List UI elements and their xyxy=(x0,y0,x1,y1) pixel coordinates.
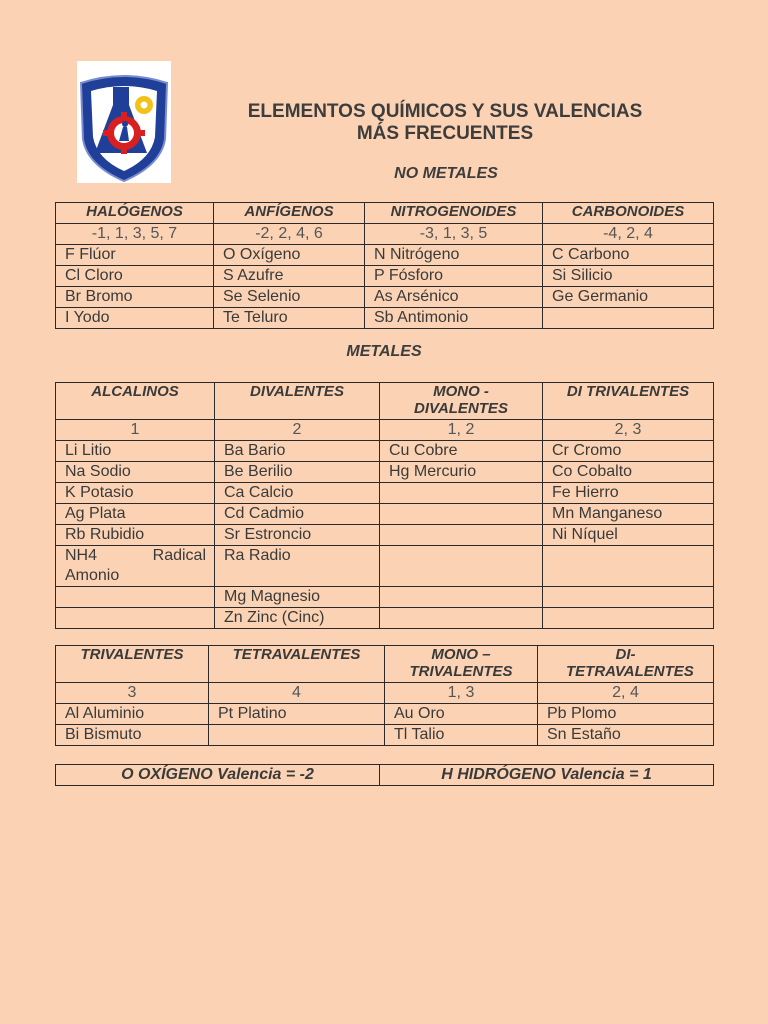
element-cell: Au Oro xyxy=(385,704,538,725)
element-cell: Sb Antimonio xyxy=(365,308,543,329)
chemistry-shield-logo-icon xyxy=(77,61,171,183)
header-mono-trivalentes: MONO – TRIVALENTES xyxy=(385,646,538,683)
header-divalentes: DIVALENTES xyxy=(215,383,380,420)
element-cell xyxy=(380,546,543,587)
valence-cell: 2 xyxy=(215,420,380,441)
table-row xyxy=(56,441,714,462)
header-alcalinos: ALCALINOS xyxy=(56,383,215,420)
element-cell: Te Teluro xyxy=(214,308,365,329)
oxygen-valence: O OXÍGENO Valencia = -2 xyxy=(56,765,380,786)
element-cell: O Oxígeno xyxy=(214,245,365,266)
element-cell: Pt Platino xyxy=(209,704,385,725)
element-cell: Si Silicio xyxy=(543,266,714,287)
element-cell xyxy=(56,608,215,629)
valence-row xyxy=(56,683,714,704)
page-title-line1: ELEMENTOS QUÍMICOS Y SUS VALENCIAS xyxy=(247,101,643,122)
element-cell xyxy=(380,525,543,546)
valence-cell: 2, 3 xyxy=(543,420,714,441)
element-cell xyxy=(543,546,714,587)
element-cell xyxy=(56,587,215,608)
element-cell: Pb Plomo xyxy=(538,704,714,725)
header-nitrogenoides: NITROGENOIDES xyxy=(365,203,543,224)
header-anfigenos: ANFÍGENOS xyxy=(214,203,365,224)
valence-cell: -3, 1, 3, 5 xyxy=(365,224,543,245)
element-cell: Al Aluminio xyxy=(56,704,209,725)
element-cell: C Carbono xyxy=(543,245,714,266)
valence-cell: -4, 2, 4 xyxy=(543,224,714,245)
element-cell: Hg Mercurio xyxy=(380,462,543,483)
element-cell: Ni Níquel xyxy=(543,525,714,546)
element-cell: Ra Radio xyxy=(215,546,380,587)
element-cell xyxy=(543,587,714,608)
element-cell: Sr Estroncio xyxy=(215,525,380,546)
valence-row xyxy=(56,224,714,245)
valence-cell: 1 xyxy=(56,420,215,441)
hydrogen-valence: H HIDRÓGENO Valencia = 1 xyxy=(380,765,714,786)
element-cell: As Arsénico xyxy=(365,287,543,308)
element-cell: Cl Cloro xyxy=(56,266,214,287)
amonio-symbol: NH4 xyxy=(65,547,98,564)
header-trivalentes: TRIVALENTES xyxy=(56,646,209,683)
valence-cell: -2, 2, 4, 6 xyxy=(214,224,365,245)
element-cell: Be Berilio xyxy=(215,462,380,483)
element-cell xyxy=(380,483,543,504)
element-cell: Mn Manganeso xyxy=(543,504,714,525)
header-di-trivalentes: DI TRIVALENTES xyxy=(543,383,714,420)
oxygen-hydrogen-table xyxy=(55,764,714,786)
table-row xyxy=(56,287,714,308)
element-cell: Mg Magnesio xyxy=(215,587,380,608)
header-carbonoides: CARBONOIDES xyxy=(543,203,714,224)
header-di-tetravalentes: DI- TETRAVALENTES xyxy=(538,646,714,683)
element-cell xyxy=(543,308,714,329)
table-row xyxy=(56,266,714,287)
element-cell: Na Sodio xyxy=(56,462,215,483)
valence-cell: 4 xyxy=(209,683,385,704)
element-cell: Ag Plata xyxy=(56,504,215,525)
element-cell: Se Selenio xyxy=(214,287,365,308)
metales-table-2 xyxy=(55,645,714,746)
valence-cell: 2, 4 xyxy=(538,683,714,704)
table-row xyxy=(56,462,714,483)
element-cell: Fe Hierro xyxy=(543,483,714,504)
element-cell: Li Litio xyxy=(56,441,215,462)
element-cell: Tl Talio xyxy=(385,725,538,746)
element-cell: Bi Bismuto xyxy=(56,725,209,746)
element-cell xyxy=(209,725,385,746)
table-row xyxy=(56,546,714,587)
element-cell-amonio xyxy=(56,546,215,587)
header-mono-divalentes: MONO - DIVALENTES xyxy=(380,383,543,420)
valence-cell: 3 xyxy=(56,683,209,704)
amonio-line xyxy=(65,546,214,566)
table-row xyxy=(56,245,714,266)
element-cell: Cd Cadmio xyxy=(215,504,380,525)
element-cell: Sn Estaño xyxy=(538,725,714,746)
no-metales-table xyxy=(55,202,714,329)
table-row xyxy=(56,725,714,746)
element-cell: Ba Bario xyxy=(215,441,380,462)
header-row xyxy=(56,383,714,420)
school-logo xyxy=(77,61,171,183)
element-cell: Zn Zinc (Cinc) xyxy=(215,608,380,629)
element-cell xyxy=(543,608,714,629)
table-row xyxy=(56,765,714,786)
element-cell: S Azufre xyxy=(214,266,365,287)
element-cell: F Flúor xyxy=(56,245,214,266)
valence-cell: 1, 2 xyxy=(380,420,543,441)
element-cell: Ge Germanio xyxy=(543,287,714,308)
table-row xyxy=(56,525,714,546)
amonio-word1: Radical xyxy=(152,547,206,564)
header-row xyxy=(56,203,714,224)
table-row xyxy=(56,704,714,725)
metales-heading: METALES xyxy=(346,343,422,360)
no-metales-heading: NO METALES xyxy=(394,165,498,182)
header-row xyxy=(56,646,714,683)
element-cell: K Potasio xyxy=(56,483,215,504)
element-cell: I Yodo xyxy=(56,308,214,329)
element-cell xyxy=(380,504,543,525)
element-cell xyxy=(380,587,543,608)
table-row xyxy=(56,608,714,629)
element-cell: Ca Calcio xyxy=(215,483,380,504)
page-title-line2: MÁS FRECUENTES xyxy=(356,123,534,144)
valence-row xyxy=(56,420,714,441)
table-row xyxy=(56,308,714,329)
header-tetravalentes: TETRAVALENTES xyxy=(209,646,385,683)
table-row xyxy=(56,504,714,525)
element-cell: N Nitrógeno xyxy=(365,245,543,266)
table-row xyxy=(56,587,714,608)
metales-table xyxy=(55,382,714,629)
valence-cell: -1, 1, 3, 5, 7 xyxy=(56,224,214,245)
table-row xyxy=(56,483,714,504)
amonio-word2: Amonio xyxy=(65,567,120,584)
element-cell: Rb Rubidio xyxy=(56,525,215,546)
element-cell: Cu Cobre xyxy=(380,441,543,462)
valence-cell: 1, 3 xyxy=(385,683,538,704)
element-cell: Cr Cromo xyxy=(543,441,714,462)
header-halogenos: HALÓGENOS xyxy=(56,203,214,224)
element-cell xyxy=(380,608,543,629)
element-cell: Br Bromo xyxy=(56,287,214,308)
element-cell: Co Cobalto xyxy=(543,462,714,483)
element-cell: P Fósforo xyxy=(365,266,543,287)
